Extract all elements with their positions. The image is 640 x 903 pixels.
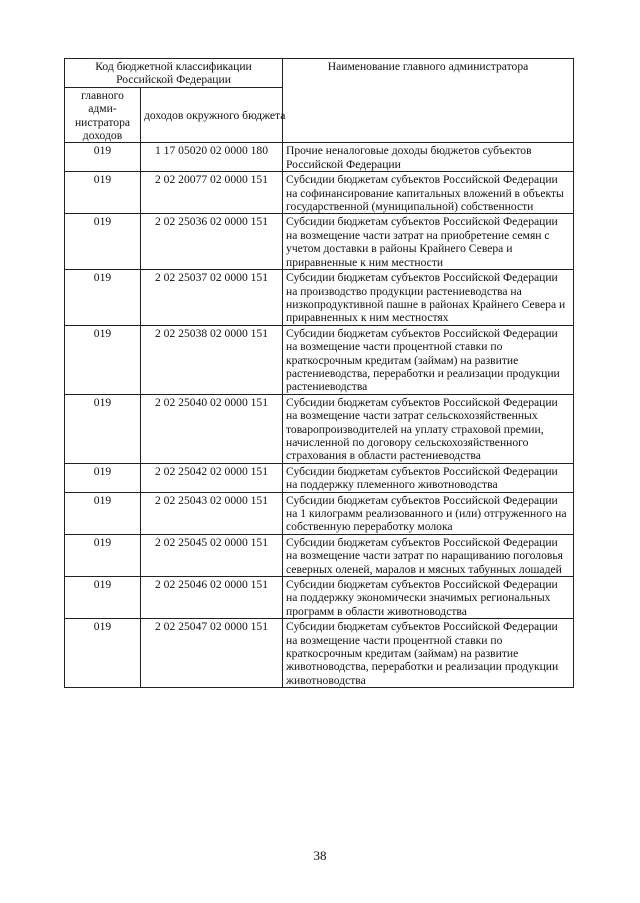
table-row bbox=[65, 143, 574, 172]
admin-code-cell: 019 bbox=[65, 534, 141, 576]
administrator-name-cell: Субсидии бюджетам субъектов Российской Федерации на поддержку экономически значимых региональных программ в области животноводства bbox=[283, 577, 574, 619]
header-group-title: Код бюджетной классификации Российской Федерации bbox=[65, 59, 283, 88]
header-administrator-name: Наименование главного администратора bbox=[283, 59, 574, 143]
admin-code-cell: 019 bbox=[65, 577, 141, 619]
administrator-name-cell: Субсидии бюджетам субъектов Российской Федерации на 1 килограмм реализованного и (или) отгруженного на собственную переработку молока bbox=[283, 492, 574, 534]
budget-code-cell: 2 02 25042 02 0000 151 bbox=[141, 463, 283, 492]
administrator-name-cell: Субсидии бюджетам субъектов Российской Федерации на возмещение части процентной ставки по краткосрочным кредитам (займам) на развитие растениеводства, переработки и реализации продукции растениеводства bbox=[283, 325, 574, 394]
header-district-budget-income: доходов окружного бюджета bbox=[141, 87, 283, 143]
header-row-top bbox=[65, 59, 574, 88]
administrator-name-cell: Субсидии бюджетам субъектов Российской Федерации на возмещение части процентной ставки по краткосрочным кредитам (займам) на развитие животноводства, переработки и реализации продукции животноводства bbox=[283, 619, 574, 688]
table-row bbox=[65, 619, 574, 688]
administrator-name-cell: Субсидии бюджетам субъектов Российской Федерации на возмещение части затрат по наращиванию поголовья северных оленей, маралов и мясных табунных лошадей bbox=[283, 534, 574, 576]
admin-code-cell: 019 bbox=[65, 143, 141, 172]
table-header bbox=[65, 59, 574, 143]
table-body bbox=[65, 143, 574, 688]
budget-classification-table bbox=[64, 58, 574, 688]
table-row bbox=[65, 172, 574, 214]
administrator-name-cell: Субсидии бюджетам субъектов Российской Федерации на софинансирование капитальных вложений в объекты государственной (муниципальной) собственности bbox=[283, 172, 574, 214]
admin-code-cell: 019 bbox=[65, 463, 141, 492]
budget-code-cell: 2 02 25045 02 0000 151 bbox=[141, 534, 283, 576]
budget-code-cell: 2 02 25047 02 0000 151 bbox=[141, 619, 283, 688]
page-number: 38 bbox=[313, 848, 327, 863]
admin-code-cell: 019 bbox=[65, 172, 141, 214]
administrator-name-cell: Субсидии бюджетам субъектов Российской Федерации на возмещение части затрат на приобретение семян с учетом доставки в районы Крайнего Севера и приравненные к ним местности bbox=[283, 214, 574, 270]
budget-code-cell: 2 02 20077 02 0000 151 bbox=[141, 172, 283, 214]
budget-code-cell: 2 02 25040 02 0000 151 bbox=[141, 394, 283, 463]
administrator-name-cell: Субсидии бюджетам субъектов Российской Федерации на поддержку племенного животноводства bbox=[283, 463, 574, 492]
table-row bbox=[65, 325, 574, 394]
table-row bbox=[65, 534, 574, 576]
table-row bbox=[65, 577, 574, 619]
admin-code-cell: 019 bbox=[65, 492, 141, 534]
budget-code-cell: 2 02 25037 02 0000 151 bbox=[141, 270, 283, 326]
table-row bbox=[65, 394, 574, 463]
header-main-administrator: главного адми-нистратора доходов bbox=[65, 87, 141, 143]
table-row bbox=[65, 214, 574, 270]
administrator-name-cell: Субсидии бюджетам субъектов Российской Федерации на производство продукции растениеводства на низкопродуктивной пашне в районах Крайнего Севера и приравненных к ним местностях bbox=[283, 270, 574, 326]
administrator-name-cell: Субсидии бюджетам субъектов Российской Федерации на возмещение части затрат сельскохозяйственных товаропроизводителей на уплату страховой премии, начисленной по договору сельскохозяйственного страхования в области растениеводства bbox=[283, 394, 574, 463]
budget-code-cell: 2 02 25036 02 0000 151 bbox=[141, 214, 283, 270]
admin-code-cell: 019 bbox=[65, 394, 141, 463]
admin-code-cell: 019 bbox=[65, 214, 141, 270]
budget-code-cell: 2 02 25038 02 0000 151 bbox=[141, 325, 283, 394]
budget-code-cell: 1 17 05020 02 0000 180 bbox=[141, 143, 283, 172]
admin-code-cell: 019 bbox=[65, 325, 141, 394]
administrator-name-cell: Прочие неналоговые доходы бюджетов субъектов Российской Федерации bbox=[283, 143, 574, 172]
table-row bbox=[65, 492, 574, 534]
admin-code-cell: 019 bbox=[65, 619, 141, 688]
budget-code-cell: 2 02 25046 02 0000 151 bbox=[141, 577, 283, 619]
admin-code-cell: 019 bbox=[65, 270, 141, 326]
table-row bbox=[65, 463, 574, 492]
table-row bbox=[65, 270, 574, 326]
budget-code-cell: 2 02 25043 02 0000 151 bbox=[141, 492, 283, 534]
